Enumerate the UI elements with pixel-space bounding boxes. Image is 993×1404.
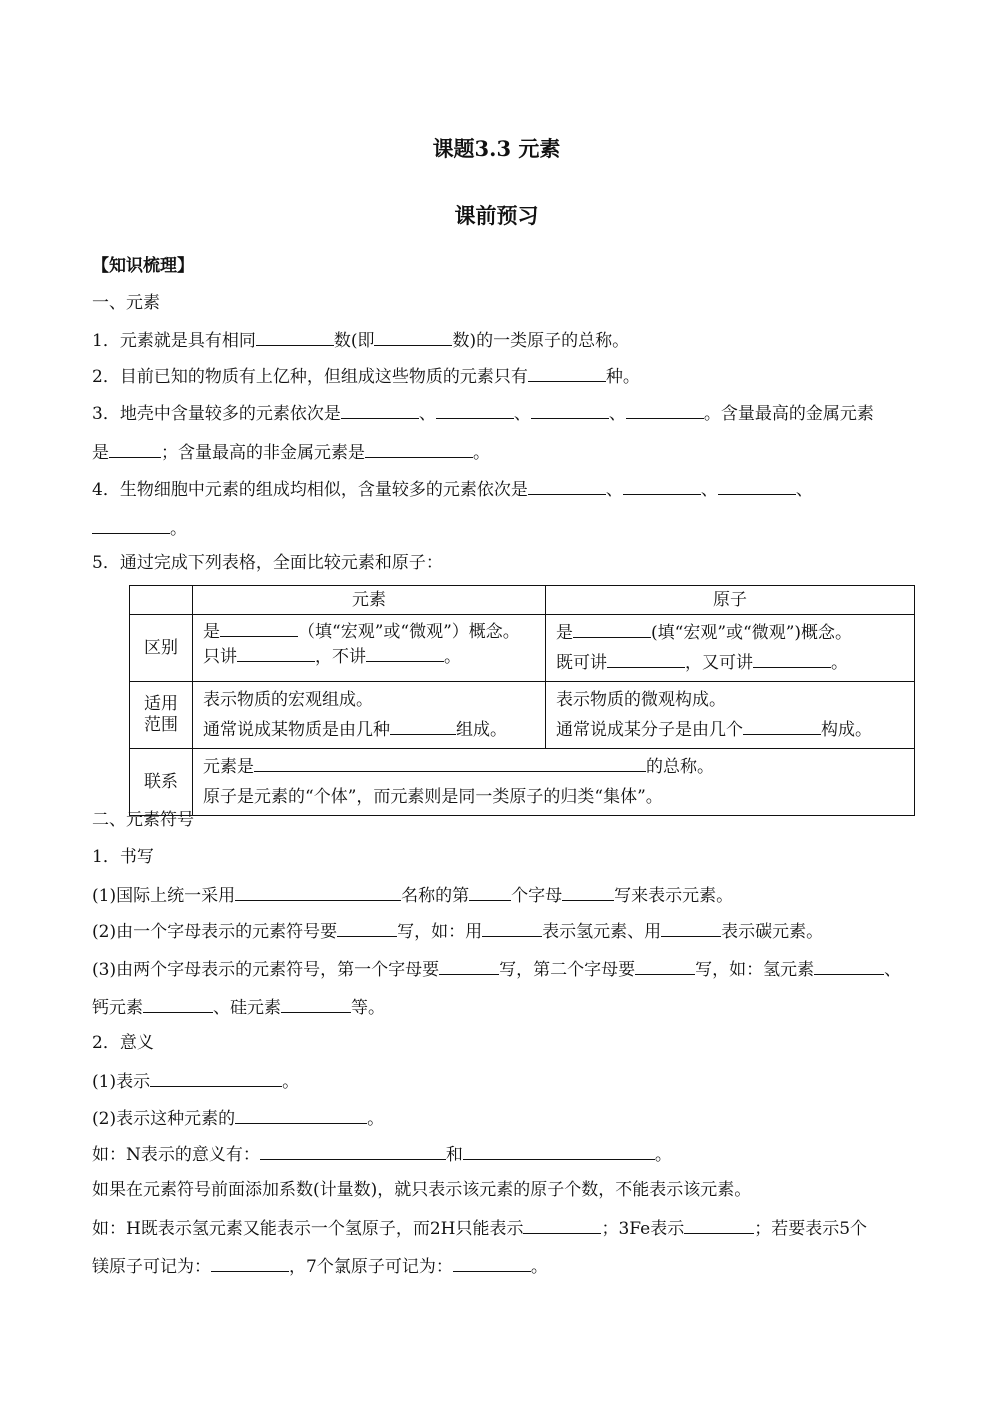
answer-blank[interactable] bbox=[607, 650, 685, 668]
writing-rule-1: (1)国际上统一采用 名称的第 个字母 写来表示元素。 bbox=[92, 883, 733, 907]
cell-element-difference: 是 （填“宏观”或“微观”）概念。只讲 ，不讲 。 bbox=[193, 615, 546, 682]
answer-blank[interactable] bbox=[453, 1254, 531, 1272]
table-row-scope bbox=[130, 682, 915, 749]
part1-heading: 一、元素 bbox=[92, 293, 160, 313]
answer-blank[interactable] bbox=[436, 401, 514, 419]
answer-blank[interactable] bbox=[281, 995, 351, 1013]
answer-blank[interactable] bbox=[256, 328, 334, 346]
answer-blank[interactable] bbox=[463, 1142, 655, 1160]
answer-blank[interactable] bbox=[235, 1106, 367, 1124]
answer-blank[interactable] bbox=[237, 644, 315, 662]
answer-blank[interactable] bbox=[365, 440, 473, 458]
row-label-relation: 联系 bbox=[130, 749, 193, 816]
question-4: 4．生物细胞中元素的组成均相似，含量较多的元素依次是 、 、 、 bbox=[92, 477, 813, 501]
answer-blank[interactable] bbox=[635, 957, 695, 975]
table-row-relation bbox=[130, 749, 915, 816]
answer-blank[interactable] bbox=[366, 644, 444, 662]
answer-blank[interactable] bbox=[562, 883, 614, 901]
writing-rule-2: (2)由一个字母表示的元素符号要 写，如：用 表示氢元素、用 表示碳元素。 bbox=[92, 919, 823, 943]
answer-blank[interactable] bbox=[260, 1142, 446, 1160]
answer-blank[interactable] bbox=[211, 1254, 289, 1272]
question-3-cont: 是 ；含量最高的非金属元素是 。 bbox=[92, 440, 490, 464]
answer-blank[interactable] bbox=[528, 364, 606, 382]
answer-blank[interactable] bbox=[92, 516, 170, 534]
answer-blank[interactable] bbox=[235, 883, 401, 901]
part2-sub1: 1．书写 bbox=[92, 847, 154, 867]
answer-blank[interactable] bbox=[482, 919, 542, 937]
answer-blank[interactable] bbox=[109, 440, 161, 458]
question-2: 2．目前已知的物质有上亿种，但组成这些物质的元素只有 种。 bbox=[92, 364, 640, 388]
meaning-1: (1)表示 。 bbox=[92, 1069, 299, 1093]
answer-blank[interactable] bbox=[220, 619, 298, 637]
cell-atom-scope: 表示物质的微观构成。 通常说成某分子是由几个 构成。 bbox=[546, 682, 915, 749]
page-title: 课题3.3 元素 bbox=[432, 136, 561, 161]
meaning-example-n: 如：N表示的意义有： 和 。 bbox=[92, 1142, 672, 1166]
answer-blank[interactable] bbox=[743, 717, 821, 735]
cell-atom-difference: 是 (填“宏观”或“微观”)概念。 既可讲 ，又可讲 。 bbox=[546, 615, 915, 682]
table-header-row bbox=[130, 586, 915, 615]
table-row-difference bbox=[130, 615, 915, 682]
question-5: 5．通过完成下列表格，全面比较元素和原子： bbox=[92, 553, 443, 573]
row-label-scope: 适用 范围 bbox=[130, 682, 193, 749]
answer-blank[interactable] bbox=[337, 919, 397, 937]
meaning-example-cont: 镁原子可记为： ，7个氯原子可记为： 。 bbox=[92, 1254, 548, 1278]
cell-element-scope: 表示物质的宏观组成。 通常说成某物质是由几种 组成。 bbox=[193, 682, 546, 749]
answer-blank[interactable] bbox=[254, 754, 646, 772]
writing-rule-3-cont: 钙元素 、硅元素 等。 bbox=[92, 995, 385, 1019]
question-3: 3．地壳中含量较多的元素依次是 、 、 、 。含量最高的金属元素 bbox=[92, 401, 874, 425]
answer-blank[interactable] bbox=[523, 1216, 601, 1234]
answer-blank[interactable] bbox=[150, 1069, 282, 1087]
answer-blank[interactable] bbox=[531, 401, 609, 419]
header-atom: 原子 bbox=[546, 586, 915, 615]
answer-blank[interactable] bbox=[573, 620, 651, 638]
answer-blank[interactable] bbox=[623, 477, 701, 495]
question-4-cont: 。 bbox=[92, 516, 187, 540]
answer-blank[interactable] bbox=[753, 650, 831, 668]
answer-blank[interactable] bbox=[374, 328, 452, 346]
question-1: 1．元素就是具有相同 数(即 数)的一类原子的总称。 bbox=[92, 328, 629, 352]
page-subtitle: 课前预习 bbox=[454, 203, 539, 228]
answer-blank[interactable] bbox=[528, 477, 606, 495]
answer-blank[interactable] bbox=[390, 717, 456, 735]
header-element: 元素 bbox=[193, 586, 546, 615]
meaning-example-h: 如：H既表示氢元素又能表示一个氢原子，而2H只能表示 ；3Fe表示 ；若要表示5个 bbox=[92, 1216, 867, 1240]
section-header: 【知识梳理】 bbox=[92, 256, 194, 276]
answer-blank[interactable] bbox=[661, 919, 721, 937]
answer-blank[interactable] bbox=[341, 401, 419, 419]
cell-relation: 元素是 的总称。 原子是元素的“个体”，而元素则是同一类原子的归类“集体”。 bbox=[193, 749, 915, 816]
meaning-2: (2)表示这种元素的 。 bbox=[92, 1106, 384, 1130]
comparison-table bbox=[129, 585, 915, 816]
row-label-difference: 区别 bbox=[130, 615, 193, 682]
header-empty-cell bbox=[130, 586, 193, 615]
answer-blank[interactable] bbox=[718, 477, 796, 495]
answer-blank[interactable] bbox=[684, 1216, 754, 1234]
answer-blank[interactable] bbox=[143, 995, 213, 1013]
answer-blank[interactable] bbox=[626, 401, 704, 419]
writing-rule-3: (3)由两个字母表示的元素符号，第一个字母要 写，第二个字母要 写，如：氢元素 、 bbox=[92, 957, 901, 981]
answer-blank[interactable] bbox=[439, 957, 499, 975]
answer-blank[interactable] bbox=[469, 883, 511, 901]
part2-sub2: 2．意义 bbox=[92, 1033, 154, 1053]
answer-blank[interactable] bbox=[814, 957, 884, 975]
part2-heading: 二、元素符号 bbox=[92, 810, 194, 830]
meaning-note: 如果在元素符号前面添加系数(计量数)，就只表示该元素的原子个数，不能表示该元素。 bbox=[92, 1180, 752, 1200]
